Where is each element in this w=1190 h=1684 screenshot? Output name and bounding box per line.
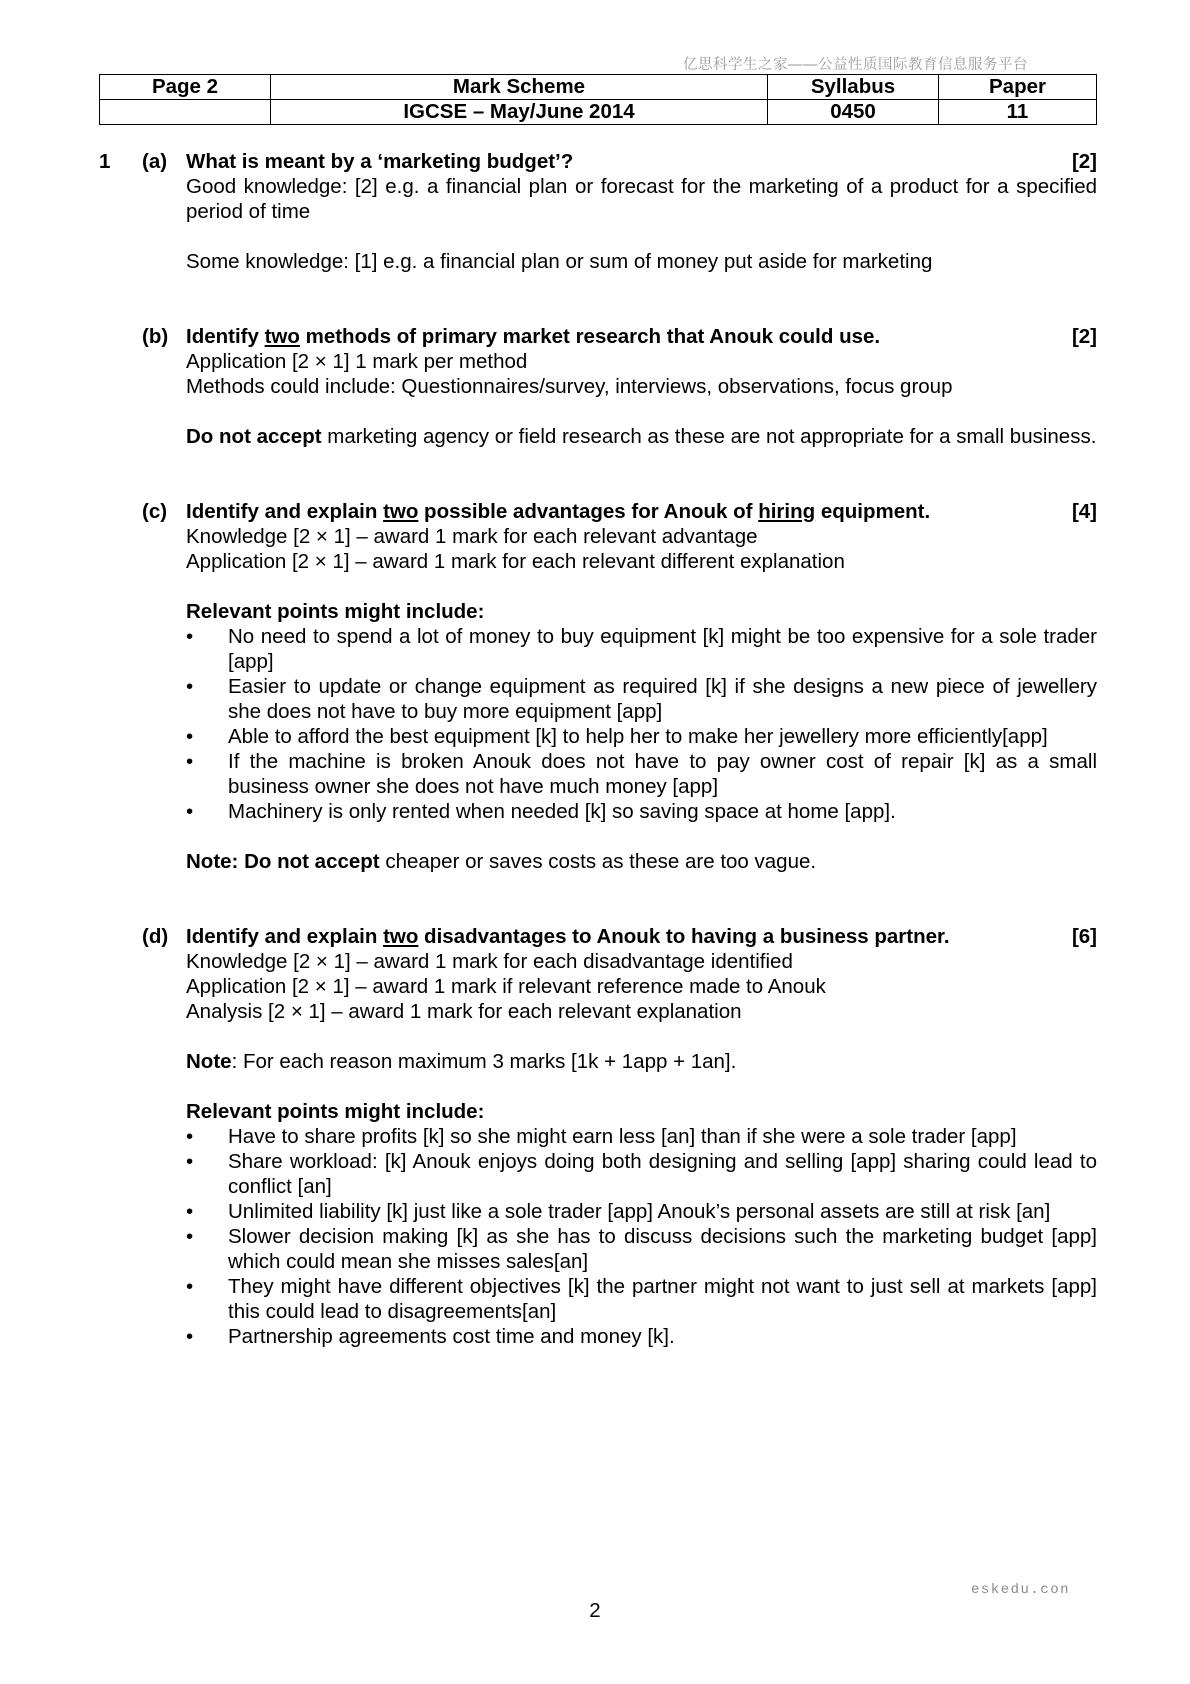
part-b-q-post: methods of primary market research that Anouk could use. bbox=[299, 325, 881, 348]
list-item: • No need to spend a lot of money to buy equipment [k] might be too expensive for a sole trader [app] bbox=[186, 624, 1097, 674]
part-c-note-bold: Note: Do not accept bbox=[186, 850, 380, 873]
part-b-q-pre: Identify bbox=[186, 325, 265, 348]
part-b-q-underline: two bbox=[264, 325, 300, 348]
list-item: • Have to share profits [k] so she might earn less [an] than if she were a sole trader [app] bbox=[186, 1124, 1097, 1149]
page-number: 2 bbox=[589, 1599, 601, 1622]
header-row-1 bbox=[100, 75, 1097, 100]
mark-scheme-content bbox=[99, 149, 1097, 1349]
part-a-marks: [2] bbox=[1071, 150, 1097, 173]
part-c-relevant-heading: Relevant points might include: bbox=[186, 600, 485, 623]
list-item: • Unlimited liability [k] just like a sole trader [app] Anouk’s personal assets are still at risk [an] bbox=[186, 1199, 1097, 1224]
list-item: • They might have different objectives [k] the partner might not want to just sell at markets [app] this could lead to disagreements[an] bbox=[186, 1274, 1097, 1324]
header-paper-number: 11 bbox=[939, 100, 1097, 125]
part-c-label: (c) bbox=[142, 500, 168, 523]
part-d-line2: Application [2 × 1] – award 1 mark if relevant reference made to Anouk bbox=[186, 975, 826, 998]
part-c-note-text: cheaper or saves costs as these are too vague. bbox=[379, 850, 817, 873]
list-item: • Able to afford the best equipment [k] to help her to make her jewellery more efficiently[app] bbox=[186, 724, 1097, 749]
part-d-line1: Knowledge [2 × 1] – award 1 mark for each disadvantage identified bbox=[186, 950, 793, 973]
header-exam: IGCSE – May/June 2014 bbox=[271, 100, 768, 125]
header-row-2 bbox=[100, 100, 1097, 125]
part-c-q-underline-1: two bbox=[383, 500, 419, 523]
header-table bbox=[99, 74, 1097, 125]
part-d-points bbox=[186, 1124, 1097, 1349]
part-d-question bbox=[186, 924, 1097, 949]
list-item: • Slower decision making [k] as she has to discuss decisions such the marketing budget [app] which could mean she misses sales[an] bbox=[186, 1224, 1097, 1274]
part-c-q-post: equipment. bbox=[815, 500, 931, 523]
part-c-q-mid: possible advantages for Anouk of bbox=[418, 500, 759, 523]
list-item: • Machinery is only rented when needed [k] so saving space at home [app]. bbox=[186, 799, 1097, 824]
header-syllabus: Syllabus bbox=[768, 75, 939, 100]
part-a-question bbox=[186, 149, 1097, 174]
part-c-marks: [4] bbox=[1071, 500, 1097, 523]
part-b-not-accept-text: marketing agency or field research as these are not appropriate for a small business. bbox=[321, 425, 1097, 448]
list-item: • Share workload: [k] Anouk enjoys doing both designing and selling [app] sharing could lead to conflict [an] bbox=[186, 1149, 1097, 1199]
part-a-some-knowledge: Some knowledge: [1] e.g. a financial plan or sum of money put aside for marketing bbox=[186, 250, 933, 273]
part-a-label: (a) bbox=[142, 150, 168, 173]
part-c-note bbox=[186, 849, 1097, 874]
part-d-note-text: : For each reason maximum 3 marks [1k + 1app + 1an]. bbox=[231, 1050, 737, 1073]
list-item: • Easier to update or change equipment as required [k] if she designs a new piece of jewellery she does not have to buy more equipment [app] bbox=[186, 674, 1097, 724]
watermark-top: 亿思科学生之家——公益性质国际教育信息服务平台 bbox=[683, 57, 1028, 73]
header-syllabus-code: 0450 bbox=[768, 100, 939, 125]
header-mark-scheme: Mark Scheme bbox=[271, 75, 768, 100]
part-c bbox=[99, 499, 1097, 874]
part-a-question-text: What is meant by a ‘marketing budget’? bbox=[186, 150, 574, 173]
part-b-not-accept-bold: Do not accept bbox=[186, 425, 322, 448]
part-b-question bbox=[186, 324, 1097, 349]
part-a-good-knowledge: Good knowledge: [2] e.g. a financial plan or forecast for the marketing of a product for a specified period of time bbox=[186, 175, 1097, 223]
part-b-not-accept bbox=[186, 424, 1097, 449]
part-d-note-bold: Note bbox=[186, 1050, 232, 1073]
list-item: • If the machine is broken Anouk does not have to pay owner cost of repair [k] as a small business owner she does not have much money [app] bbox=[186, 749, 1097, 799]
part-c-question bbox=[186, 499, 1097, 524]
part-c-q-underline-2: hiring bbox=[758, 500, 816, 523]
part-d-relevant-heading: Relevant points might include: bbox=[186, 1100, 485, 1123]
watermark-bottom: eskedu.con bbox=[971, 1582, 1071, 1598]
header-page: Page 2 bbox=[100, 75, 271, 100]
part-c-points bbox=[186, 624, 1097, 824]
part-d-q-post: disadvantages to Anouk to having a business partner. bbox=[418, 925, 950, 948]
part-b-label: (b) bbox=[142, 325, 169, 348]
header-blank bbox=[100, 100, 271, 125]
part-b-marks: [2] bbox=[1071, 325, 1097, 348]
part-d-q-underline: two bbox=[383, 925, 419, 948]
question-number: 1 bbox=[99, 150, 111, 173]
part-d-q-pre: Identify and explain bbox=[186, 925, 384, 948]
part-a bbox=[99, 149, 1097, 274]
part-b-line1: Application [2 × 1] 1 mark per method bbox=[186, 350, 528, 373]
part-d-line3: Analysis [2 × 1] – award 1 mark for each relevant explanation bbox=[186, 1000, 742, 1023]
part-c-line2: Application [2 × 1] – award 1 mark for each relevant different explanation bbox=[186, 550, 845, 573]
part-d-label: (d) bbox=[142, 925, 169, 948]
part-c-q-pre: Identify and explain bbox=[186, 500, 384, 523]
part-c-line1: Knowledge [2 × 1] – award 1 mark for each relevant advantage bbox=[186, 525, 758, 548]
part-b bbox=[99, 324, 1097, 449]
list-item: • Partnership agreements cost time and money [k]. bbox=[186, 1324, 1097, 1349]
header-paper: Paper bbox=[939, 75, 1097, 100]
part-b-line2: Methods could include: Questionnaires/survey, interviews, observations, focus group bbox=[186, 375, 953, 398]
part-d-marks: [6] bbox=[1071, 925, 1097, 948]
part-d-note bbox=[186, 1049, 1097, 1074]
part-d bbox=[99, 924, 1097, 1349]
